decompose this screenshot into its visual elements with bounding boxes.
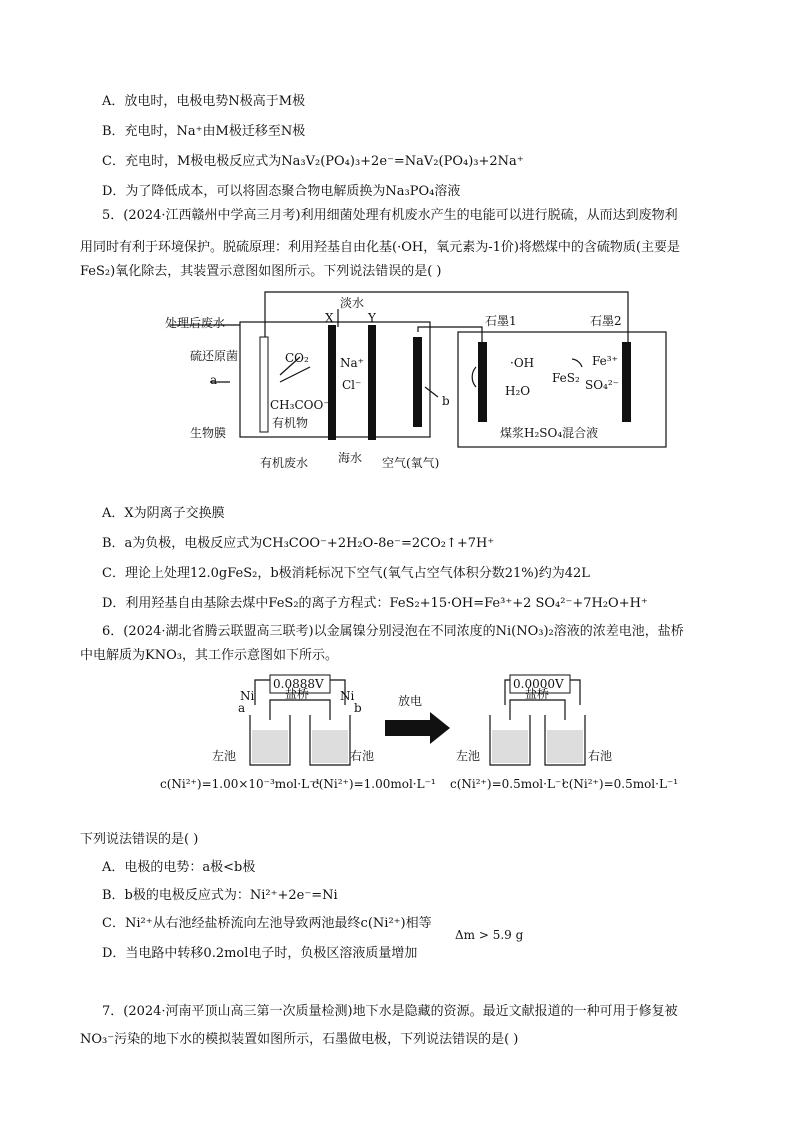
f1-in3: 空气(氧气) [382,456,440,470]
f1-film: 生物膜 [190,426,227,440]
f2-left1: 左池 [212,749,237,763]
text-line: 6．(2024·湖北省腾云联盟高三联考)以金属镍分别浸泡在不同浓度的Ni(NO₃)₂溶液的浓差电池，盐桥 [102,624,684,639]
f2-c1: c(Ni²⁺)=1.00×10⁻³mol·L⁻¹ [160,777,321,791]
text-line: FeS₂)氧化除去，其装置示意图如图所示。下列说法错误的是( ) [80,264,442,279]
f1-g2: 石墨2 [590,314,622,328]
text-line: C．理论上处理12.0gFeS₂，b极消耗标况下空气(氧气占空气体积分数21%)约为42L [102,566,590,581]
f1-fe: Fe³⁺ [592,354,618,368]
f2-ni2: Ni [340,689,355,703]
text-line: 下列说法错误的是( ) [80,832,199,847]
f2-c4: c(Ni²⁺)=0.5mol·L⁻¹ [562,777,679,791]
f1-so4: SO₄²⁻ [585,378,620,392]
f1-bact: 硫还原菌 [190,349,239,363]
f1-h2o: H₂O [505,384,531,398]
text-line: C．Ni²⁺从右池经盐桥流向左池导致两池最终c(Ni²⁺)相等 [102,916,432,931]
f1-fes2: FeS₂ [552,371,580,385]
text-line: A．放电时，电极电势N极高于M极 [102,94,306,109]
text-line: 5．(2024·江西赣州中学高三月考)利用细菌处理有机废水产生的电能可以进行脱硫，从而达到废物利 [102,208,678,223]
text-line: 用同时有利于环境保护。脱硫原理：利用羟基自由化基(·OH，氧元素为-1价)将燃煤中的含硫物质(主要是 [80,240,681,255]
f2-v2: 0.0000V [513,677,564,691]
f1-co2: CO₂ [285,351,309,365]
diagram-ni-cell [160,660,680,795]
f2-bridge2: 盐桥 [525,687,550,701]
f1-cl: Cl⁻ [342,378,362,392]
text-line: B．a为负极，电极反应式为CH₃COO⁻+2H₂O-8e⁻=2CO₂↑+7H⁺ [102,536,495,551]
text-line: A．X为阴离子交换膜 [102,506,225,521]
f2-right2: 右池 [588,749,613,763]
text-line: 中电解质为KNO₃，其工作示意图如下所示。 [80,648,338,663]
text-line: D．当电路中转移0.2mol电子时，负极区溶液质量增加 [102,946,418,961]
f2-bridge1: 盐桥 [285,687,310,701]
f2-left2: 左池 [456,749,481,763]
f2-v1: 0.0888V [273,677,324,691]
f2-c3: c(Ni²⁺)=0.5mol·L⁻¹ [450,777,567,791]
f1-na: Na⁺ [340,356,364,370]
text-line: D．利用羟基自由基除去煤中FeS₂的离子方程式：FeS₂+15·OH=Fe³⁺+2 SO₄²⁻+7H₂O+H⁺ [102,596,648,611]
f1-org: 有机物 [272,416,309,430]
f1-x: X [325,311,334,325]
delta-m: Δm > 5.9 g [455,928,524,942]
f1-waste: 处理后废水 [165,316,226,330]
f1-mix: 煤浆H₂SO₄混合液 [500,426,599,440]
f1-in1: 有机废水 [260,456,309,470]
text-line: 7．(2024·河南平顶山高三第一次质量检测)地下水是隐藏的资源。最近文献报道的一种可用于修复被 [102,1004,678,1019]
f1-dan: 淡水 [340,296,365,310]
text-line: NO₃⁻污染的地下水的模拟装置如图所示，石墨做电极，下列说法错误的是( ) [80,1032,519,1047]
text-line: A．电极的电势：a极<b极 [102,860,256,875]
f2-arrow: 放电 [398,694,423,708]
diagram-desulfurization [160,287,680,487]
f1-ch3coo: CH₃COO⁻ [270,398,330,412]
f2-a: a [238,701,246,715]
text-line: B．b极的电极反应式为：Ni²⁺+2e⁻=Ni [102,888,338,903]
f1-y: Y [368,311,376,325]
f2-c2: c(Ni²⁺)=1.00mol·L⁻¹ [312,777,436,791]
f1-g1: 石墨1 [485,314,517,328]
f1-a: a [210,373,218,387]
f2-b: b [354,701,362,715]
f1-b: b [442,394,450,408]
f1-oh: ·OH [510,356,535,370]
text-line: D．为了降低成本，可以将固态聚合物电解质换为Na₃PO₄溶液 [102,184,461,199]
f1-in2: 海水 [338,451,363,465]
f2-ni1: Ni [240,689,255,703]
f2-right1: 右池 [350,749,375,763]
text-line: C．充电时，M极电极反应式为Na₃V₂(PO₄)₃+2e⁻=NaV₂(PO₄)₃+2Na⁺ [102,154,524,169]
text-line: B．充电时，Na⁺由M极迁移至N极 [102,124,306,139]
